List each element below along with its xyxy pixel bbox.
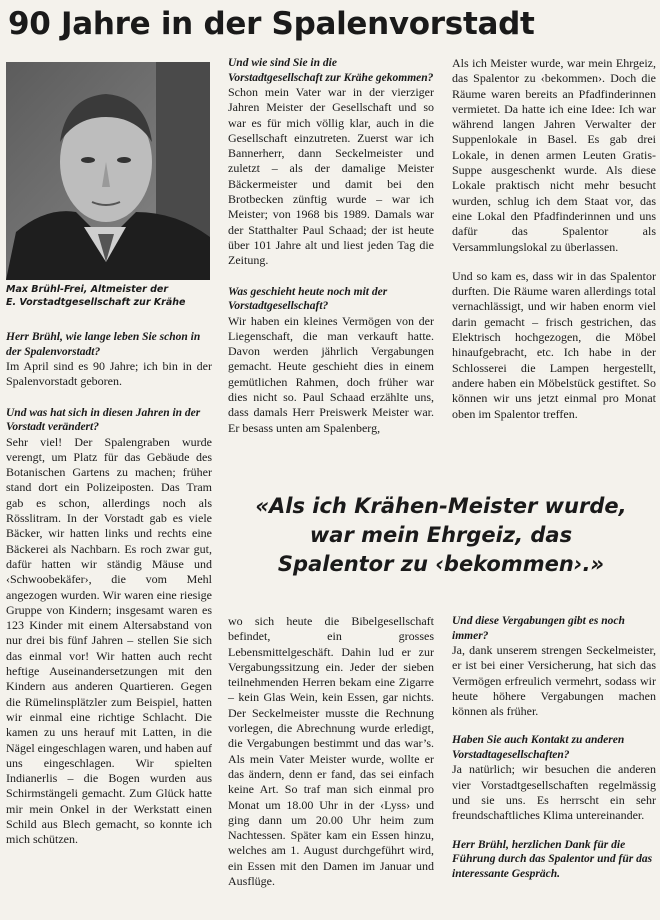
column-3-bottom: [452, 614, 656, 881]
answer: Sehr viel! Der Spalengraben wurde verengt, um Platz für das Gebäude des Botanischen Gartens zu machen; früher stand dort ein Polizeiposten. Das Tram gab es schon, allerdings noch als Rösslitram. In der Vorstadt gab es viele Bäcker, wir hatten links und rechts eine Bäckerei als Nachbarn. Es roch zwar gut, dafür hatten wir ständig Mäuse und ‹Schwoobekäfer›, die vom Mehl angezogen wurden. Wir waren eine riesige Gruppe von Kindern; insgesamt waren es 123 Kinder mit einem Altersabstand von nur drei bis fünf Jahren – stellen Sie sich das einmal vor! Wir hatten auch recht heftige Auseinandersetzungen mit den Kindern aus anderen Quartieren. Gegen die Rümelinsplätzler zum Beispiel, hatten wir einmal eine richtige Schlacht. Die kamen zu uns herauf mit Latten, in die Nägel eingeschlagen waren, und haben auf uns eingeschlagen. Wir spielten Indianerlis – die Bogen wurden aus Schirmstängeli gemacht. Zum Glück hatte mir mein Onkel in der Werkstatt einen Schild aus Blech gemacht, so konnte ich mich schützen.: [6, 434, 212, 847]
closing-question: Herr Brühl, herzlichen Dank für die Führung durch das Spalentor und für das interessante Gespräch.: [452, 838, 653, 880]
answer: Ja, dank unserem strengen Seckelmeister, er ist bei einer Versicherung, hat sich das Vermögen erfreulich vermehrt, sodass wir heute höhere Vergabungen machen können als früher.: [452, 643, 656, 719]
answer: Als ich Meister wurde, war mein Ehrgeiz, das Spalentor zu ‹bekommen›. Doch die Räume waren bereits an Pfadfinderinnen vermietet. Da hatte ich eine Idee: Ich war während langen Jahren Verwalter der Suppenlokale in Basel. Es gab drei Lokale, in denen armen Leuten Gratis-Suppe ausgeschenkt wurde. Als diese Lokale praktisch nicht mehr besucht wurden, schlug ich dem Staat vor, das eine Lokal den Pfadfinderinnen und uns dafür das Spalentor als Versammlungslokal zu überlassen.: [452, 56, 656, 254]
portrait-image: [6, 62, 210, 280]
column-1: [6, 330, 212, 848]
answer: Im April sind es 90 Jahre; ich bin in der Spalenvorstadt geboren.: [6, 359, 212, 389]
question: Was geschieht heute noch mit der Vorstadtgesellschaft?: [228, 285, 388, 313]
answer: Wir haben ein kleines Vermögen von der Liegenschaft, die man verkauft hatte. Davon werden jährlich Vergabungen gemacht. Heute geschieht dies in einem gemütlichen Rahmen, doch früher war dies nicht so. Paul Schaad erzählte uns, dass damals Herr Preiswerk Meister war. Er besass unten am Spalenberg,: [228, 313, 434, 435]
question: Und wie sind Sie in die Vorstadtgesellschaft zur Krähe gekommen?: [228, 57, 434, 84]
question: Und diese Vergabungen gibt es noch immer?: [452, 615, 625, 642]
pull-quote-line: «Als ich Krähen-Meister wurde,: [255, 494, 627, 518]
pull-quote-line: Spalentor zu ‹bekommen›.»: [277, 552, 605, 576]
photo-caption: [6, 283, 216, 309]
column-3-top: [452, 56, 656, 422]
portrait-photo: [6, 62, 210, 280]
pull-quote: [226, 492, 656, 579]
answer: wo sich heute die Bibelgesellschaft befindet, ein grosses Lebensmittelgeschäft. Dahin lud er zur Vergabungssitzung ein. Jeder der sieben teilnehmenden Herren bekam eine Zigarre – kein Glas Wein, kein Essen, gar nichts. Der Seckelmeister musste die Rechnung vorlegen, die Abrechnung wurde erledigt, die Vergabungen bestimmt und das war’s. Als mein Vater Meister wurde, wollte er das ändern, denn er fand, das sei einfach keine Art. So traf man sich einmal pro Monat um 18.00 Uhr in der ‹Lyss› und ging dann um 20.00 Uhr heim zum Nachtessen. Später kam ein Essen hinzu, welches am 1. August durchgeführt wird, ein Essen mit den Damen im Januar und Ausflüge.: [228, 614, 434, 889]
column-2-bottom: [228, 614, 434, 889]
column-2-top: [228, 56, 434, 436]
caption-line: E. Vorstadtgesellschaft zur Krähe: [6, 297, 186, 308]
question: Herr Brühl, wie lange leben Sie schon in der Spalenvorstadt?: [6, 331, 201, 358]
answer: Schon mein Vater war in der vierziger Jahren Meister der Gesellschaft und so war es für mich völlig klar, auch in die Gesellschaft einzutreten. Zuerst war ich Bannerherr, dann Seckelmeister und zuletzt – als der damalige Meister Bäckermeister und damit bei den Brotbecken zünftig wurde – war ich Meister; von 1968 bis 1989. Damals war der Statthalter Paul Schaad; der ist heute über 101 Jahre alt und liest jeden Tag die Zeitung.: [228, 85, 434, 268]
answer: Ja natürlich; wir besuchen die anderen vier Vorstadtgesellschaften regelmässig und sie uns. Es herrscht ein sehr freundschaftliches Klima untereinander.: [452, 762, 656, 823]
question: Und was hat sich in diesen Jahren in der Vorstadt verändert?: [6, 406, 201, 434]
answer: Und so kam es, dass wir in das Spalentor durften. Die Räume waren allerdings total vernachlässigt, und wir haben enorm viel darin gemacht – frisch gestrichen, das Elektrisch hochgezogen, die Möbel hinaufgebracht, etc. Ich habe in der Schlosserei die Lampen hergestellt, andere haben ein Möbelstück gestiftet. So können wir uns jetzt einmal pro Monat oben im Spalentor treffen.: [452, 268, 656, 421]
page-title: 90 Jahre in der Spalenvorstadt: [8, 6, 535, 42]
pull-quote-line: war mein Ehrgeiz, das: [309, 523, 573, 547]
question: Haben Sie auch Kontakt zu anderen Vorstadtagesellschaften?: [452, 734, 625, 761]
caption-line: Max Brühl-Frei, Altmeister der: [6, 284, 169, 295]
